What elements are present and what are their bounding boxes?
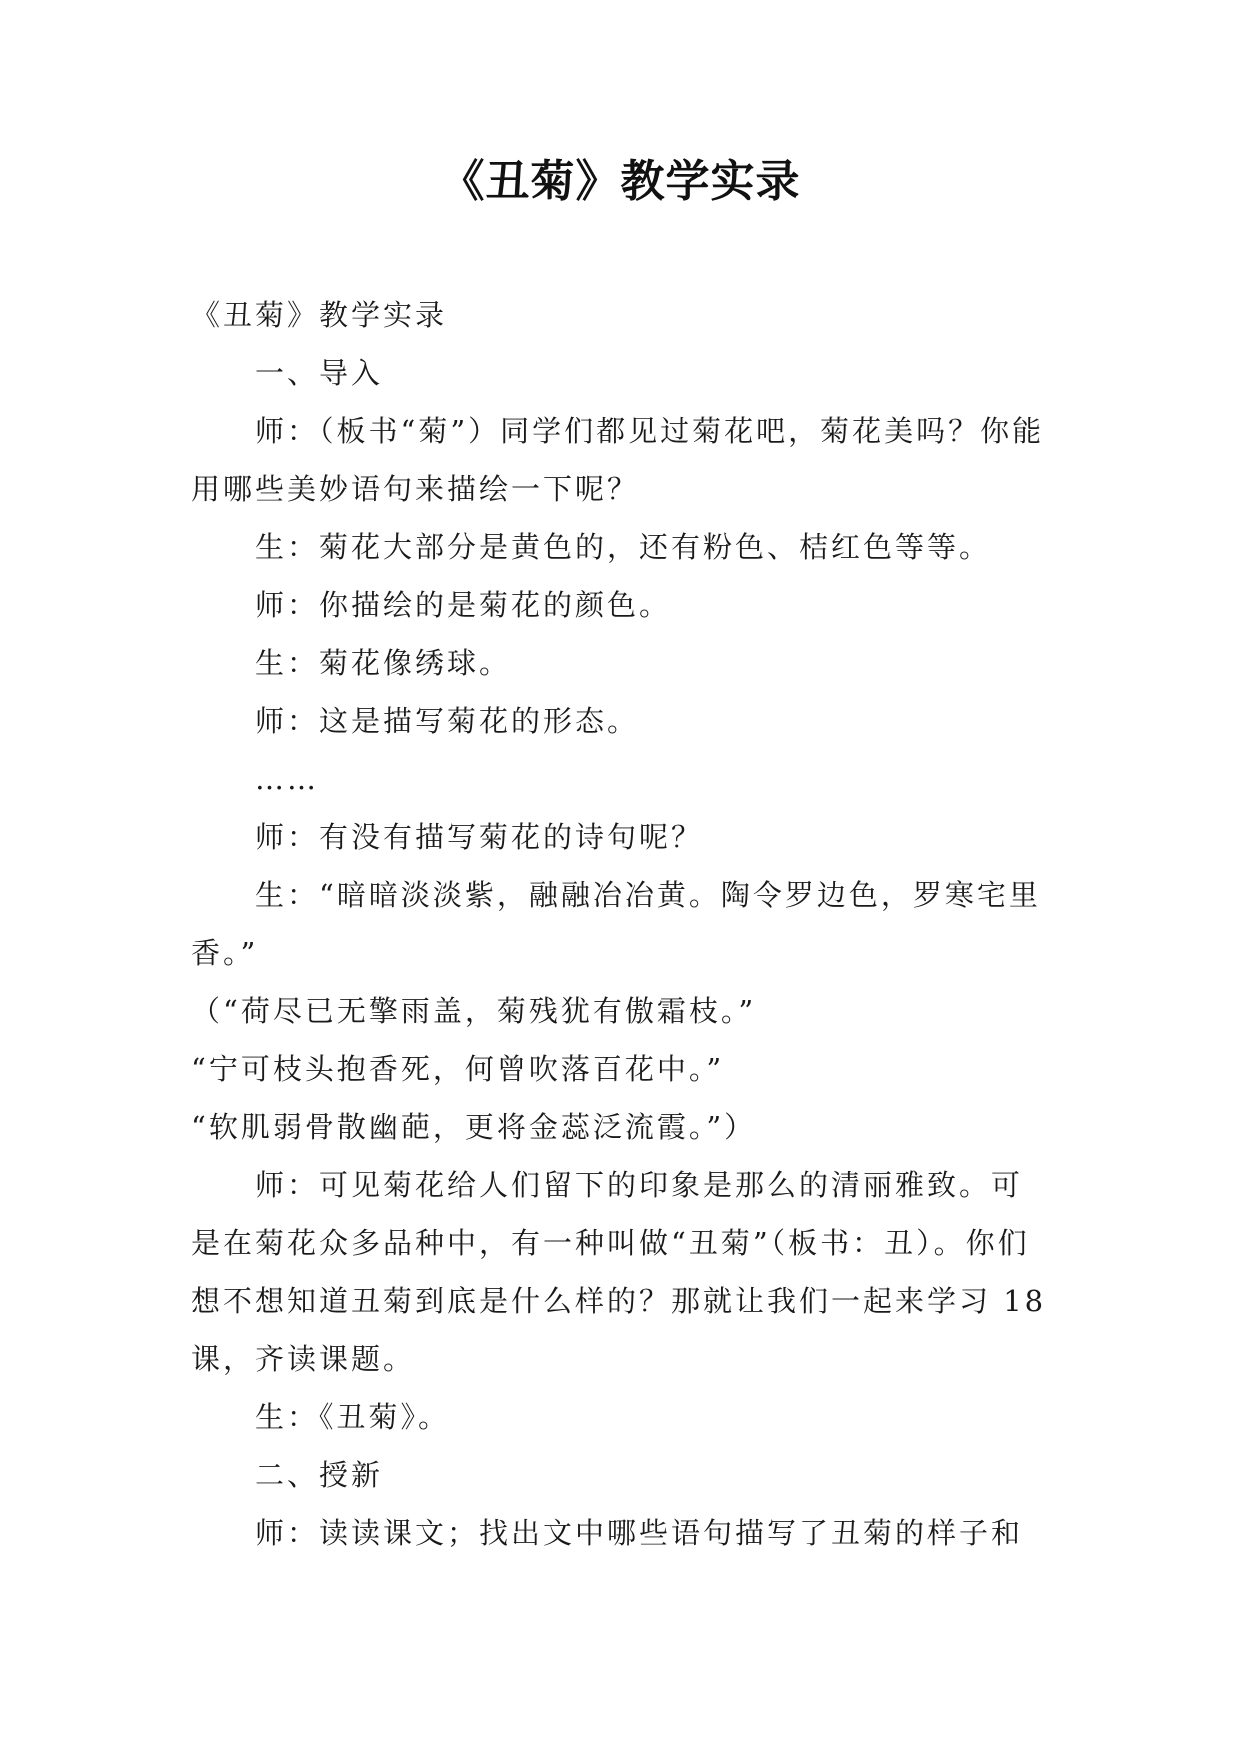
section-heading-intro: 一、导入 (255, 356, 384, 390)
ellipsis-line: …… (255, 762, 319, 796)
paragraph: 师：（板书“菊”）同学们都见过菊花吧，菊花美吗？你能用哪些美妙语句来描绘一下呢？ (191, 414, 1045, 506)
paragraph-subtitle: 《丑菊》教学实录 (191, 298, 448, 332)
paragraph: 师：可见菊花给人们留下的印象是那么的清丽雅致。可是在菊花众多品种中，有一种叫做“丑菊”（板书：丑）。你们想不想知道丑菊到底是什么样的？那就让我们一起来学习 18 课，齐读课题。 (191, 1168, 1047, 1376)
paragraph: 生：“暗暗淡淡紫，融融冶冶黄。陶令罗边色，罗寒宅里香。” (191, 878, 1041, 970)
document-title: 《丑菊》教学实录 (440, 156, 801, 207)
poem-quote: “宁可枝头抱香死，何曾吹落百花中。” (191, 1052, 725, 1086)
paragraph: 师：这是描写菊花的形态。 (255, 704, 640, 738)
paragraph: 师：你描绘的是菊花的颜色。 (255, 588, 672, 622)
poem-quote: “软肌弱骨散幽葩，更将金蕊泛流霞。”） (191, 1110, 757, 1144)
paragraph: 生：菊花大部分是黄色的，还有粉色、桔红色等等。 (255, 530, 992, 564)
document-body (191, 286, 1053, 1562)
paragraph: 师：读读课文；找出文中哪些语句描写了丑菊的样子和 (255, 1516, 1024, 1550)
paragraph: 生：菊花像绣球。 (255, 646, 512, 680)
paragraph: 师：有没有描写菊花的诗句呢？ (255, 820, 704, 854)
paragraph: 生：《丑菊》。 (255, 1400, 451, 1434)
poem-quote: （“荷尽已无擎雨盖，菊残犹有傲霜枝。” (191, 994, 757, 1028)
section-heading-new-lesson: 二、授新 (255, 1458, 384, 1492)
